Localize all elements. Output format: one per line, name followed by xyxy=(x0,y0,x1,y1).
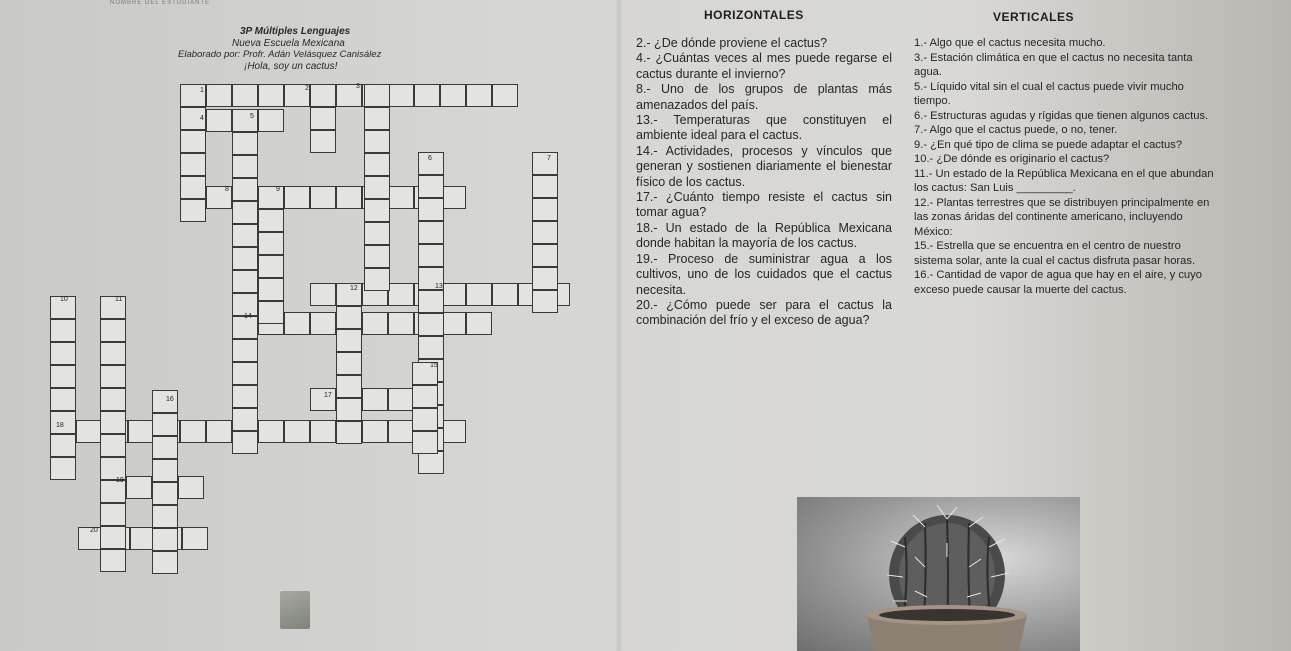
crossword-cell[interactable] xyxy=(388,283,414,306)
crossword-cell[interactable] xyxy=(492,283,518,306)
crossword-cell[interactable] xyxy=(232,224,258,247)
crossword-cell[interactable] xyxy=(284,420,310,443)
crossword-cell[interactable] xyxy=(180,420,206,443)
crossword-cell[interactable] xyxy=(232,132,258,155)
crossword-cell[interactable] xyxy=(100,503,126,526)
crossword-cell[interactable] xyxy=(418,336,444,359)
crossword-cell[interactable] xyxy=(232,339,258,362)
clue-h-8: 8.- Uno de los grupos de plantas más amenazados del país. xyxy=(636,82,892,112)
crossword-cell[interactable] xyxy=(364,130,390,153)
crossword-cell[interactable] xyxy=(364,245,390,268)
clue-number: 4 xyxy=(200,115,204,122)
clue-v-15: 15.- Estrella que se encuentra en el centro de nuestro sistema solar, ante la cual el cactus disfruta pasar horas. xyxy=(914,240,1196,267)
crossword-cell[interactable] xyxy=(310,312,336,335)
crossword-cell[interactable] xyxy=(336,306,362,329)
crossword-cell[interactable] xyxy=(152,551,178,574)
crossword-cell[interactable] xyxy=(310,283,336,306)
crossword-cell[interactable] xyxy=(284,312,310,335)
crossword-cell[interactable] xyxy=(100,411,126,434)
crossword-cell[interactable] xyxy=(258,84,284,107)
crossword-cell[interactable] xyxy=(388,186,414,209)
crossword-cell[interactable] xyxy=(492,84,518,107)
clue-h-13: 13.- Temperaturas que constituyen el ambiente ideal para el cactus. xyxy=(636,113,892,143)
crossword-cell[interactable] xyxy=(206,109,232,132)
cactus-illustration xyxy=(797,497,1080,651)
crossword-cell[interactable] xyxy=(418,313,444,336)
crossword-cell[interactable] xyxy=(100,434,126,457)
crossword-cell[interactable] xyxy=(50,388,76,411)
crossword-cell[interactable] xyxy=(152,528,178,551)
clue-number: 20 xyxy=(90,527,98,534)
crossword-cell[interactable] xyxy=(258,209,284,232)
horizontal-clues xyxy=(636,36,892,329)
clue-number: 7 xyxy=(547,155,551,162)
crossword-cell[interactable] xyxy=(50,457,76,480)
author-line: Elaborado por: Profr. Adán Velásquez Canisález xyxy=(178,49,382,60)
clue-number: 8 xyxy=(225,186,229,193)
crossword-cell[interactable] xyxy=(362,312,388,335)
crossword-cell[interactable] xyxy=(418,451,444,474)
crossword-cell[interactable] xyxy=(232,155,258,178)
crossword-cell[interactable] xyxy=(50,365,76,388)
crossword-cell[interactable] xyxy=(258,109,284,132)
crossword-cell[interactable] xyxy=(50,342,76,365)
clue-v-12: 12.- Plantas terrestres que se distribuyen principalmente en las zonas áridas del continente americano, incluyendo México: xyxy=(914,196,1210,238)
crossword-cell[interactable] xyxy=(258,420,284,443)
crossword-cell[interactable] xyxy=(152,482,178,505)
crossword-cell[interactable] xyxy=(412,431,438,454)
crossword-cell[interactable] xyxy=(336,421,362,444)
crossword-cell[interactable] xyxy=(152,436,178,459)
crossword-cell[interactable] xyxy=(336,375,362,398)
clue-h-17: 17.- ¿Cuánto tiempo resiste el cactus sin tomar agua? xyxy=(636,190,892,220)
crossword-cell[interactable] xyxy=(388,84,414,107)
crossword-cell[interactable] xyxy=(232,247,258,270)
clue-v-6: 6.- Estructuras agudas y rígidas que tienen algunos cactus. xyxy=(914,109,1209,122)
crossword-cell[interactable] xyxy=(206,84,232,107)
page-fold xyxy=(615,0,623,651)
crossword-cell[interactable] xyxy=(362,388,388,411)
vertical-clues xyxy=(914,36,1214,297)
crossword-cell[interactable] xyxy=(466,84,492,107)
clue-h-2: 2.- ¿De dónde proviene el cactus? xyxy=(636,36,828,50)
crossword-cell[interactable] xyxy=(178,476,204,499)
crossword-cell[interactable] xyxy=(258,278,284,301)
crossword-cell[interactable] xyxy=(50,434,76,457)
crossword-cell[interactable] xyxy=(50,319,76,342)
crossword-cell[interactable] xyxy=(232,362,258,385)
crossword-cell[interactable] xyxy=(126,476,152,499)
crossword-cell[interactable] xyxy=(310,186,336,209)
crossword-cell[interactable] xyxy=(336,398,362,421)
crossword-cell[interactable] xyxy=(362,420,388,443)
clue-h-19: 19.- Proceso de suministrar agua a los cultivos, uno de los cuidados que el cactus necesita. xyxy=(636,251,892,297)
clue-number: 3 xyxy=(356,83,360,90)
crossword-cell[interactable] xyxy=(258,255,284,278)
crossword-cell[interactable] xyxy=(364,84,390,107)
clue-h-4: 4.- ¿Cuántas veces al mes puede regarse el cactus durante el invierno? xyxy=(636,51,892,81)
crossword-cell[interactable] xyxy=(152,390,178,413)
clue-number: 11 xyxy=(115,296,123,303)
crossword-cell[interactable] xyxy=(180,176,206,199)
crossword-cell[interactable] xyxy=(414,84,440,107)
crossword-cell[interactable] xyxy=(532,221,558,244)
crossword-cell[interactable] xyxy=(232,109,258,132)
clue-v-7: 7.- Algo que el cactus puede, o no, tener. xyxy=(914,124,1118,136)
clue-number: 1 xyxy=(200,87,204,94)
crossword-cell[interactable] xyxy=(364,222,390,245)
clue-v-16: 16.- Cantidad de vapor de agua que hay en el aire, y cuyo exceso puede causar la muerte del cactus. xyxy=(914,269,1202,296)
crossword-cell[interactable] xyxy=(310,420,336,443)
horizontales-heading: HORIZONTALES xyxy=(704,8,804,22)
crossword-cell[interactable] xyxy=(466,283,492,306)
crossword-cell[interactable] xyxy=(310,84,336,107)
crossword-cell[interactable] xyxy=(364,153,390,176)
clue-v-9: 9.- ¿En qué tipo de clima se puede adaptar el cactus? xyxy=(914,138,1183,151)
crossword-cell[interactable] xyxy=(206,420,232,443)
clue-number: 16 xyxy=(166,396,174,403)
clue-number: 5 xyxy=(250,113,254,120)
clue-number: 6 xyxy=(428,155,432,162)
crossword-cell[interactable] xyxy=(258,186,284,209)
crossword-cell[interactable] xyxy=(388,388,414,411)
crossword-cell[interactable] xyxy=(100,526,126,549)
crossword-cell[interactable] xyxy=(310,388,336,411)
crossword-cell[interactable] xyxy=(532,267,558,290)
crossword-cell[interactable] xyxy=(532,198,558,221)
clue-h-20: 20.- ¿Cómo puede ser para el cactus la combinación del frío y el exceso de agua? xyxy=(636,297,892,328)
crossword-cell[interactable] xyxy=(152,413,178,436)
crossword-cell[interactable] xyxy=(182,527,208,550)
crossword-cell[interactable] xyxy=(336,352,362,375)
clue-number: 18 xyxy=(56,422,64,429)
crossword-cell[interactable] xyxy=(232,385,258,408)
crossword-cell[interactable] xyxy=(180,199,206,222)
crossword-cell[interactable] xyxy=(180,130,206,153)
greeting-text: ¡Hola, soy un cactus! xyxy=(244,61,338,72)
crossword-cell[interactable] xyxy=(128,420,154,443)
crossword-cell[interactable] xyxy=(418,244,444,267)
crossword-cell[interactable] xyxy=(310,107,336,130)
crossword-cell[interactable] xyxy=(466,312,492,335)
crossword-cell[interactable] xyxy=(336,283,362,306)
clue-number: 10 xyxy=(60,296,68,303)
crossword-cell[interactable] xyxy=(364,107,390,130)
student-name-label: NOMBRE DEL ESTUDIANTE xyxy=(110,0,211,6)
crossword-cell[interactable] xyxy=(100,549,126,572)
clue-number: 12 xyxy=(350,285,358,292)
school-name: Nueva Escuela Mexicana xyxy=(232,38,345,49)
clue-h-18: 18.- Un estado de la República Mexicana donde habitan la mayoría de los cactus. xyxy=(636,220,892,251)
crossword-cell[interactable] xyxy=(258,301,284,324)
crossword-cell[interactable] xyxy=(232,408,258,431)
crossword-cell[interactable] xyxy=(532,290,558,313)
crossword-cell[interactable] xyxy=(100,388,126,411)
crossword-cell[interactable] xyxy=(336,186,362,209)
clue-number: 15 xyxy=(430,362,438,369)
crossword-cell[interactable] xyxy=(364,199,390,222)
clue-v-11: 11.- Un estado de la República Mexicana en el que abundan los cactus: San Luis _________. xyxy=(914,167,1214,194)
clue-h-14: 14.- Actividades, procesos y vínculos que generan y sostienen diariamente el bienestar físico de los cactus. xyxy=(636,143,892,189)
crossword-cell[interactable] xyxy=(284,186,310,209)
crossword-cell[interactable] xyxy=(412,385,438,408)
clue-v-10: 10.- ¿De dónde es originario el cactus? xyxy=(914,153,1110,165)
crossword-cell[interactable] xyxy=(412,408,438,431)
clue-number: 19 xyxy=(116,477,124,484)
crossword-cell[interactable] xyxy=(232,84,258,107)
crossword-cell[interactable] xyxy=(152,505,178,528)
crossword-cell[interactable] xyxy=(440,84,466,107)
crossword-cell[interactable] xyxy=(232,431,258,454)
crossword-cell[interactable] xyxy=(180,153,206,176)
crossword-cell[interactable] xyxy=(336,329,362,352)
crossword-cell[interactable] xyxy=(418,221,444,244)
clue-number: 13 xyxy=(435,283,443,290)
crossword-cell[interactable] xyxy=(100,319,126,342)
cactus-photo xyxy=(797,497,1080,651)
clue-v-1: 1.- Algo que el cactus necesita mucho. xyxy=(914,37,1106,49)
clue-number: 2 xyxy=(305,85,309,92)
crossword-cell[interactable] xyxy=(232,270,258,293)
crossword-cell[interactable] xyxy=(76,420,102,443)
crossword-cell[interactable] xyxy=(100,342,126,365)
crossword-cell[interactable] xyxy=(388,312,414,335)
crossword-cell[interactable] xyxy=(310,130,336,153)
clue-number: 9 xyxy=(276,186,280,193)
clue-v-5: 5.- Líquido vital sin el cual el cactus puede vivir mucho tiempo. xyxy=(914,80,1184,107)
crossword-cell[interactable] xyxy=(388,420,414,443)
crossword-cell[interactable] xyxy=(418,198,444,221)
clue-number: 17 xyxy=(324,392,332,399)
corner-sticker xyxy=(280,591,310,629)
worksheet-title: 3P Múltiples Lenguajes xyxy=(240,26,351,37)
crossword-cell[interactable] xyxy=(258,232,284,255)
crossword-cell[interactable] xyxy=(232,178,258,201)
crossword-cell[interactable] xyxy=(532,152,558,175)
crossword-cell[interactable] xyxy=(418,175,444,198)
crossword-cell[interactable] xyxy=(532,244,558,267)
verticales-heading: VERTICALES xyxy=(993,10,1075,24)
crossword-cell[interactable] xyxy=(364,268,390,291)
crossword-cell[interactable] xyxy=(232,201,258,224)
clue-number: 14 xyxy=(244,313,252,320)
crossword-cell[interactable] xyxy=(418,290,444,313)
crossword-cell[interactable] xyxy=(532,175,558,198)
crossword-cell[interactable] xyxy=(100,365,126,388)
crossword-cell[interactable] xyxy=(152,459,178,482)
clue-v-3: 3.- Estación climática en que el cactus no necesita tanta agua. xyxy=(914,51,1193,78)
crossword-cell[interactable] xyxy=(364,176,390,199)
